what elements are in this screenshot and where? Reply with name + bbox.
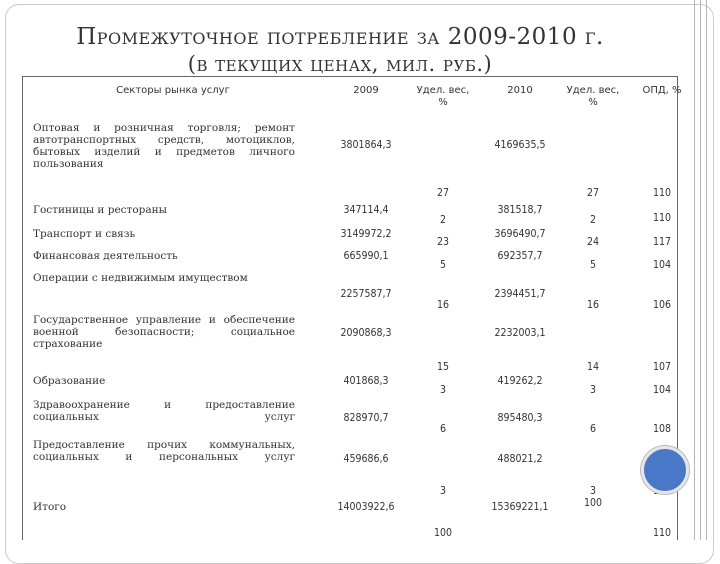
share-2010: 16 [586,299,600,311]
value-2009: 2257587,7 [340,288,392,300]
opd-value: 106 [652,299,672,311]
share-2009: 5 [439,259,446,271]
row-sector-total: Итого [33,501,67,513]
share-2009: 3 [439,485,446,497]
opd-value: 110 [652,187,672,199]
opd-value: 108 [652,423,672,435]
share-2010: 5 [589,259,596,271]
opd-value: 117 [652,236,672,248]
value-2010: 488021,2 [497,453,543,465]
opd-value: 107 [652,361,672,373]
header-opd: ОПД, % [642,85,682,96]
share-2009: 15 [436,361,450,373]
share-2009: 100 [433,527,453,539]
value-2009: 665990,1 [343,250,389,262]
header-sector: Секторы рынка услуг [116,85,230,96]
value-2010: 381518,7 [497,204,543,216]
value-2010: 15369221,1 [491,501,549,513]
share-2009: 23 [436,236,450,248]
value-2010: 2394451,7 [494,288,546,300]
share-2009: 2 [439,214,446,226]
row-sector-health: Здравоохранение и предоставление социальных услуг [33,399,295,423]
value-2009: 14003922,6 [337,501,395,513]
value-2009: 3801864,3 [340,139,392,151]
decorative-rail [706,0,707,540]
decorative-rail [700,0,701,540]
row-sector-trade: Оптовая и розничная торговля; ремонт автотранспортных средств, мотоциклов, бытовых изделий и предметов личного пользования [33,122,295,170]
value-2010: 2232003,1 [494,327,546,339]
header-2009: 2009 [353,85,379,96]
value-2009: 828970,7 [343,412,389,424]
value-2009: 2090868,3 [340,327,392,339]
value-2009: 401868,3 [343,375,389,387]
value-2010: 692357,7 [497,250,543,262]
opd-value: 104 [652,384,672,396]
share-2009: 16 [436,299,450,311]
value-2009: 3149972,2 [340,228,392,240]
header-2010: 2010 [507,85,533,96]
value-2010: 419262,2 [497,375,543,387]
row-sector-communal: Предоставление прочих коммунальных, социальных и персональных услуг [33,439,295,463]
row-sector-real-estate: Операции с недвижимым имуществом [33,272,248,284]
slide-title-line-2: (в текущих ценах, мил. руб.) [187,52,493,76]
value-2009: 459686,6 [343,453,389,465]
value-2009: 347114,4 [343,204,389,216]
value-2010: 3696490,7 [494,228,546,240]
share-2010: 3 [589,384,596,396]
slide-title-line-1: Промежуточное потребление за 2009-2010 г. [76,24,604,50]
row-sector-hotels: Гостиницы и рестораны [33,204,168,216]
opd-value: 104 [652,259,672,271]
opd-value: 110 [652,212,672,224]
share-2009: 27 [436,187,450,199]
value-2010: 4169635,5 [494,139,546,151]
share-2009: 3 [439,384,446,396]
share-2010: 3 [589,485,596,497]
row-sector-transport: Транспорт и связь [33,228,136,240]
share-2010: 14 [586,361,600,373]
share-2010: 100 [583,497,603,509]
data-table [22,76,682,540]
share-2010: 24 [586,236,600,248]
row-sector-government: Государственное управление и обеспечение военной безопасности; социальное страхование [33,314,295,350]
value-2010: 895480,3 [497,412,543,424]
decorative-circle [641,446,689,494]
header-share-2010: Удел. вес, % [566,85,620,108]
row-sector-education: Образование [33,375,106,387]
opd-value: 110 [652,527,672,539]
share-2010: 6 [589,423,596,435]
share-2010: 27 [586,187,600,199]
row-sector-finance: Финансовая деятельность [33,250,178,262]
header-share-2009: Удел. вес, % [416,85,470,108]
share-2010: 2 [589,214,596,226]
share-2009: 6 [439,423,446,435]
